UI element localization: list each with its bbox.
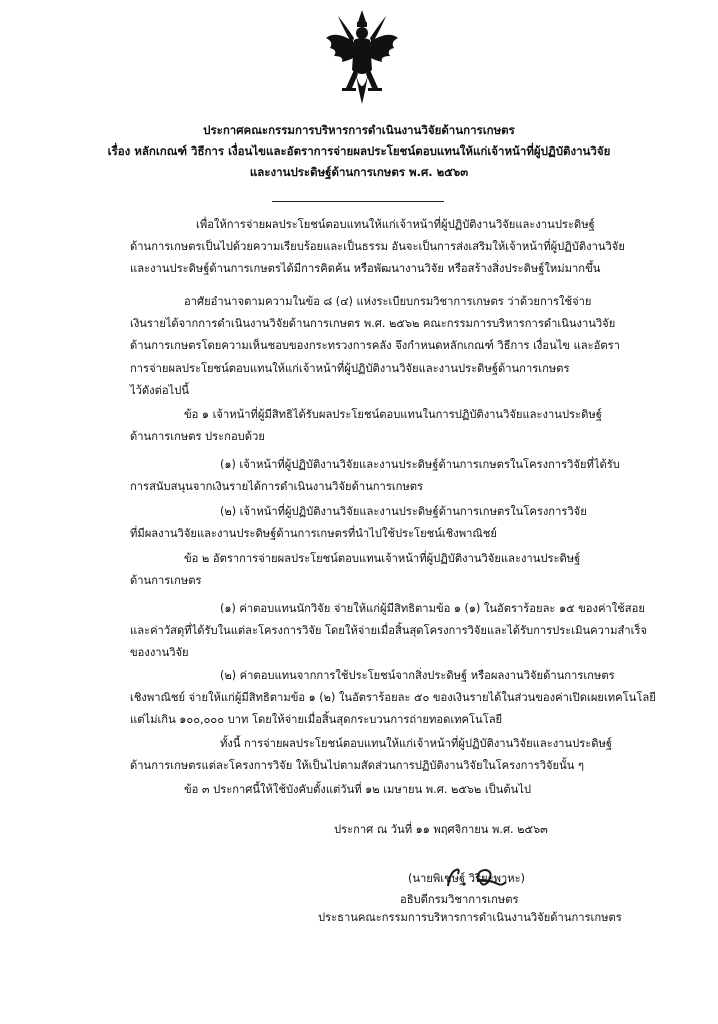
body-line: เพื่อให้การจ่ายผลประโยชน์ตอบแทนให้แก่เจ้าหน้าที่ผู้ปฏิบัติงานวิจัยและงานประดิษฐ์ — [196, 218, 595, 231]
body-line: ด้านการเกษตรแต่ละโครงการวิจัย ให้เป็นไปตามสัดส่วนการปฏิบัติงานวิจัยในโครงการวิจัยนั้น ๆ — [130, 759, 584, 772]
body-line: (๒) ค่าตอบแทนจากการใช้ประโยชน์จากสิ่งประดิษฐ์ หรือผลงานวิจัยด้านการเกษตร — [220, 669, 615, 682]
title-line-3: และงานประดิษฐ์ด้านการเกษตร พ.ศ. ๒๕๖๓ — [249, 165, 469, 179]
garuda-emblem-icon — [322, 8, 402, 112]
title-line-2: เรื่อง หลักเกณฑ์ วิธีการ เงื่อนไขและอัตราการจ่ายผลประโยชน์ตอบแทนให้แก่เจ้าหน้าที่ผู้ปฏิบัติงานวิจัย — [107, 144, 611, 158]
signer-name: (นายพิเชษฐ์ วิริยะพาหะ) — [408, 872, 526, 885]
body-line: การสนับสนุนจากเงินรายได้การดำเนินงานวิจัยด้านการเกษตร — [130, 480, 424, 493]
title-line-1: ประกาศคณะกรรมการบริหารการดำเนินงานวิจัยด้านการเกษตร — [203, 123, 515, 137]
body-line: ข้อ ๑ เจ้าหน้าที่ผู้มีสิทธิได้รับผลประโยชน์ตอบแทนในการปฏิบัติงานวิจัยและงานประดิษฐ์ — [184, 408, 602, 421]
body-line: (๑) เจ้าหน้าที่ผู้ปฏิบัติงานวิจัยและงานประดิษฐ์ด้านการเกษตรในโครงการวิจัยที่ได้รับ — [220, 458, 620, 471]
body-line: ข้อ ๓ ประกาศนี้ให้ใช้บังคับตั้งแต่วันที่ ๑๒ เมษายน พ.ศ. ๒๕๖๒ เป็นต้นไป — [184, 783, 532, 796]
body-line: ด้านการเกษตรโดยความเห็นชอบของกระทรวงการคลัง จึงกำหนดหลักเกณฑ์ วิธีการ เงื่อนไข และอัตรา — [130, 339, 620, 352]
title-divider — [272, 201, 444, 202]
signer-role: ประธานคณะกรรมการบริหารการดำเนินงานวิจัยด้านการเกษตร — [318, 911, 622, 924]
body-line: (๒) เจ้าหน้าที่ผู้ปฏิบัติงานวิจัยและงานประดิษฐ์ด้านการเกษตรในโครงการวิจัย — [220, 505, 587, 518]
body-line: และค่าวัสดุที่ได้รับในแต่ละโครงการวิจัย โดยให้จ่ายเมื่อสิ้นสุดโครงการวิจัยและได้รับการประเมินความสำเร็จ — [130, 624, 648, 637]
body-line: เชิงพาณิชย์ จ่ายให้แก่ผู้มีสิทธิตามข้อ ๑ (๒) ในอัตราร้อยละ ๕๐ ของเงินรายได้ในส่วนของค่าเปิดเผยเทคโนโลยี — [130, 691, 656, 704]
body-line: ของงานวิจัย — [130, 646, 189, 659]
signer-position: อธิบดีกรมวิชาการเกษตร — [400, 893, 519, 906]
body-line: ไว้ดังต่อไปนี้ — [130, 384, 189, 397]
body-line: แต่ไม่เกิน ๑๐๐,๐๐๐ บาท โดยให้จ่ายเมื่อสิ้นสุดกระบวนการถ่ายทอดเทคโนโลยี — [130, 713, 503, 726]
body-line: ทั้งนี้ การจ่ายผลประโยชน์ตอบแทนให้แก่เจ้าหน้าที่ผู้ปฏิบัติงานวิจัยและงานประดิษฐ์ — [220, 737, 613, 750]
body-line: ด้านการเกษตรเป็นไปด้วยความเรียบร้อยและเป็นธรรม อันจะเป็นการส่งเสริมให้เจ้าหน้าที่ผู้ปฏิบัติงานวิจัย — [130, 240, 625, 253]
body-line: (๑) ค่าตอบแทนนักวิจัย จ่ายให้แก่ผู้มีสิทธิตามข้อ ๑ (๑) ในอัตราร้อยละ ๑๕ ของค่าใช้สอย — [220, 602, 645, 615]
body-line: และงานประดิษฐ์ด้านการเกษตรได้มีการคิดค้น หรือพัฒนางานวิจัย หรือสร้างสิ่งประดิษฐ์ใหม่มากขึ้น — [130, 262, 601, 275]
body-line: การจ่ายผลประโยชน์ตอบแทนให้แก่เจ้าหน้าที่ผู้ปฏิบัติงานวิจัยและงานประดิษฐ์ด้านการเกษตร — [130, 362, 570, 375]
announcement-date: ประกาศ ณ วันที่ ๑๑ พฤศจิกายน พ.ศ. ๒๕๖๓ — [334, 823, 548, 836]
body-line: เงินรายได้จากการดำเนินงานวิจัยด้านการเกษตร พ.ศ. ๒๕๖๒ คณะกรรมการบริหารการดำเนินงานวิจัย — [130, 317, 616, 330]
body-line: ด้านการเกษตร ประกอบด้วย — [130, 430, 265, 443]
body-line: ที่มีผลงานวิจัยและงานประดิษฐ์ด้านการเกษตรที่นำไปใช้ประโยชน์เชิงพาณิชย์ — [130, 527, 497, 540]
body-line: ด้านการเกษตร — [130, 574, 202, 587]
body-line: อาศัยอำนาจตามความในข้อ ๘ (๔) แห่งระเบียบกรมวิชาการเกษตร ว่าด้วยการใช้จ่าย — [184, 295, 592, 308]
body-line: ข้อ ๒ อัตราการจ่ายผลประโยชน์ตอบแทนเจ้าหน้าที่ผู้ปฏิบัติงานวิจัยและงานประดิษฐ์ — [184, 552, 581, 565]
